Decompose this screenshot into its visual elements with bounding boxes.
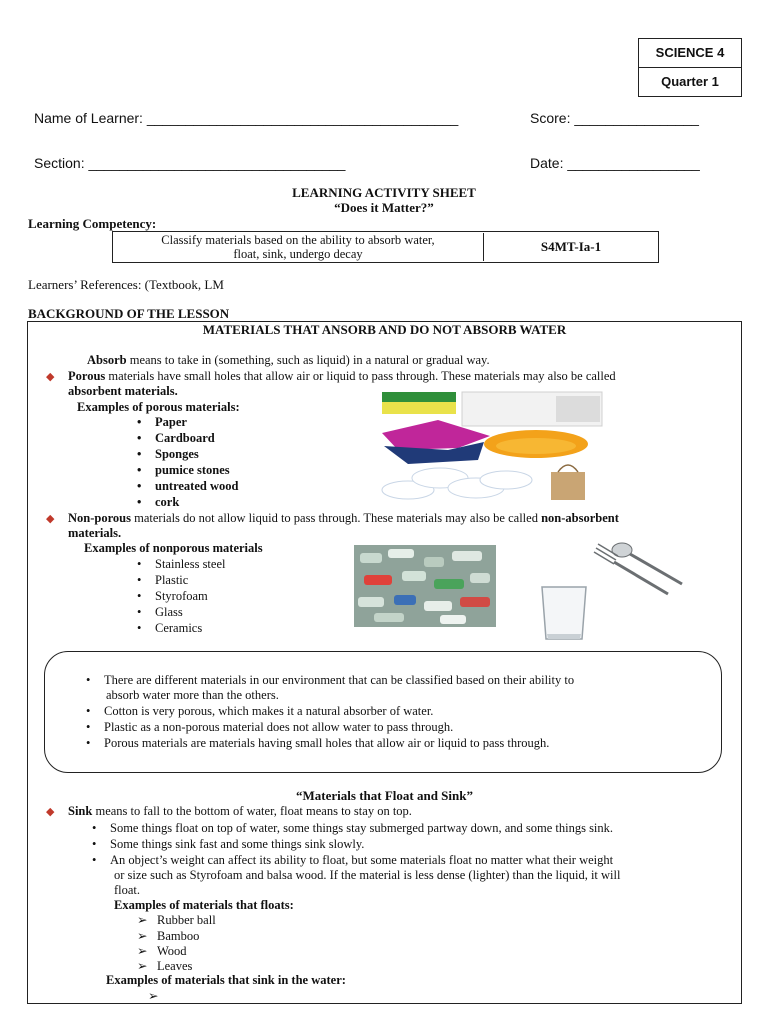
diamond-bullet-icon: ◆ <box>46 513 55 525</box>
spoon-fork-icon <box>590 540 686 598</box>
date-field[interactable] <box>530 155 700 171</box>
plastic-bottles-photo <box>354 545 496 627</box>
list-item: • Some things sink fast and some things sink slowly. <box>92 837 365 851</box>
subject-label: SCIENCE 4 <box>655 45 725 60</box>
list-item: • Paper <box>137 415 187 429</box>
score-label: Score: <box>530 110 571 126</box>
diamond-bullet-icon: ◆ <box>46 371 55 383</box>
name-label: Name of Learner: <box>34 110 143 126</box>
porous-materials-photos <box>378 388 604 504</box>
quarter-box <box>638 67 742 97</box>
date-line[interactable]: _________________ <box>567 155 700 171</box>
arrowhead-bullet-icon: ➢ <box>137 959 148 973</box>
competency-code: S4MT-Ia-1 <box>540 239 602 254</box>
sheet-subtitle: “Does it Matter?” <box>334 200 434 215</box>
glass-icon <box>539 584 589 644</box>
list-item: • Plastic <box>137 573 189 587</box>
list-item: • There are different materials in our environment that can be classified based on their ability to <box>86 673 575 687</box>
absorb-definition: Absorb means to take in (something, such as liquid) in a natural or gradual way. <box>87 353 490 367</box>
porous-definition: Porous materials have small holes that allow air or liquid to pass through. These materials may also be called absorbent materials. <box>68 369 616 398</box>
competency-label: Learning Competency: <box>28 216 157 231</box>
sink-examples-title: Examples of materials that sink in the water: <box>106 973 346 987</box>
competency-text: Classify materials based on the ability to absorb water, float, sink, undergo decay <box>113 233 484 261</box>
nonporous-examples-title: Examples of nonporous materials <box>84 541 263 555</box>
sheet-title: LEARNING ACTIVITY SHEET <box>292 185 476 200</box>
list-item: float. <box>114 883 141 897</box>
arrowhead-bullet-icon: ➢ <box>137 944 148 958</box>
background-label: BACKGROUND OF THE LESSON <box>28 306 230 321</box>
quarter-label: Quarter 1 <box>661 74 719 89</box>
date-label: Date: <box>530 155 564 171</box>
list-item: • Stainless steel <box>137 557 226 571</box>
score-field[interactable] <box>530 110 699 126</box>
arrowhead-bullet-icon: ➢ <box>148 989 159 1003</box>
list-item: ➢ Bamboo <box>137 929 200 943</box>
sink-definition: Sink means to fall to the bottom of water, float means to stay on top. <box>68 804 412 818</box>
list-item: absorb water more than the others. <box>106 688 279 702</box>
arrowhead-bullet-icon: ➢ <box>137 929 148 943</box>
references: Learners’ References: (Textbook, LM <box>28 277 224 292</box>
porous-examples-title: Examples of porous materials: <box>77 400 240 414</box>
competency-table <box>112 231 659 263</box>
list-item <box>148 988 168 1004</box>
list-item: • Glass <box>137 605 183 619</box>
list-item: • pumice stones <box>137 463 230 477</box>
score-line[interactable]: ________________ <box>574 110 699 126</box>
list-item: ➢ Wood <box>137 944 187 958</box>
list-item: • Porous materials are materials having small holes that allow air or liquid to pass through. <box>86 736 550 750</box>
diamond-bullet-icon: ◆ <box>46 806 55 818</box>
list-item: • Sponges <box>137 447 199 461</box>
name-field[interactable] <box>34 110 458 126</box>
list-item: • Some things float on top of water, some things stay submerged partway down, and some things sink. <box>92 821 614 835</box>
float-section-title: “Materials that Float and Sink” <box>296 788 473 803</box>
list-item: • Cotton is very porous, which makes it a natural absorber of water. <box>86 704 434 718</box>
arrowhead-bullet-icon: ➢ <box>137 913 148 927</box>
section-line[interactable]: _________________________________ <box>88 155 346 171</box>
list-item: • An object’s weight can affect its ability to float, but some materials float no matter what their weight <box>92 853 614 867</box>
list-item: • untreated wood <box>137 479 239 493</box>
section-label: Section: <box>34 155 85 171</box>
list-item: • cork <box>137 495 180 509</box>
section-field[interactable] <box>34 155 345 171</box>
list-item: • Cardboard <box>137 431 215 445</box>
list-item: • Styrofoam <box>137 589 208 603</box>
list-item: • Ceramics <box>137 621 203 635</box>
subject-box <box>638 38 742 68</box>
nonporous-definition: Non-porous materials do not allow liquid to pass through. These materials may also be called non-absorbent materials. <box>68 511 619 540</box>
absorb-section-title: MATERIALS THAT ANSORB AND DO NOT ABSORB WATER <box>202 322 567 337</box>
list-item: or size such as Styrofoam and balsa wood. If the material is less dense (lighter) than the liquid, it will <box>114 868 621 882</box>
list-item: • Plastic as a non-porous material does not allow water to pass through. <box>86 720 454 734</box>
float-examples-title: Examples of materials that floats: <box>114 898 294 912</box>
list-item: ➢ Rubber ball <box>137 913 216 927</box>
name-line[interactable]: ________________________________________ <box>146 110 459 126</box>
list-item: ➢ Leaves <box>137 959 193 973</box>
